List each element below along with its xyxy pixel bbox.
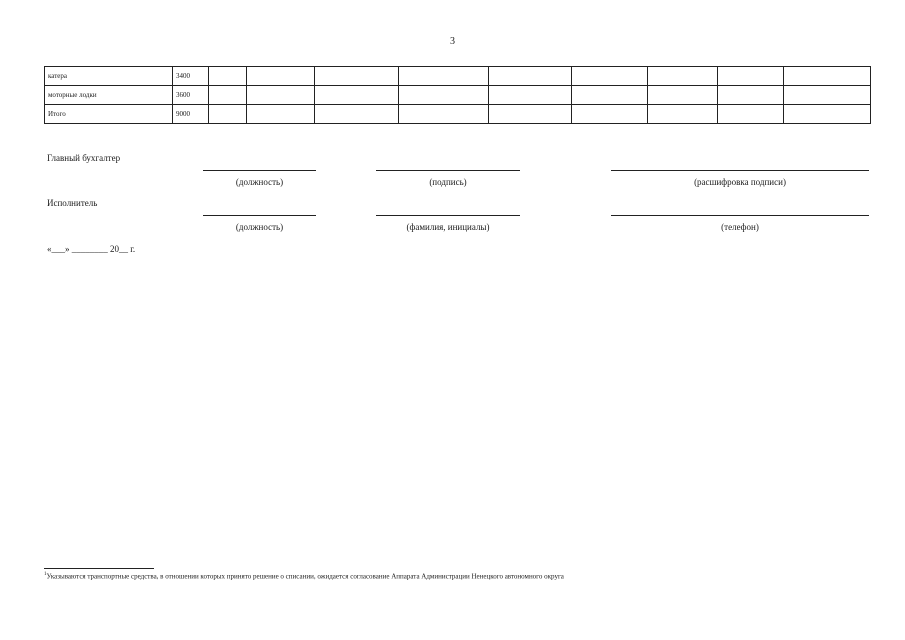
vehicle-table bbox=[44, 66, 871, 124]
position-caption: (должность) bbox=[235, 177, 284, 187]
empty-cell bbox=[489, 86, 572, 105]
empty-cell bbox=[784, 105, 871, 124]
empty-cell bbox=[247, 105, 315, 124]
position-line bbox=[203, 170, 316, 171]
row-name-cell: катера bbox=[45, 67, 173, 86]
table-row bbox=[45, 86, 871, 105]
name-initials-caption: (фамилия, инициалы) bbox=[406, 222, 490, 232]
empty-cell bbox=[399, 67, 489, 86]
empty-cell bbox=[315, 67, 399, 86]
empty-cell bbox=[315, 86, 399, 105]
signature-decoding-line bbox=[611, 170, 869, 171]
table-row bbox=[45, 105, 871, 124]
position-caption: (должность) bbox=[235, 222, 284, 232]
empty-cell bbox=[718, 86, 784, 105]
table-row bbox=[45, 67, 871, 86]
empty-cell bbox=[399, 86, 489, 105]
signature-line bbox=[376, 170, 520, 171]
empty-cell bbox=[247, 86, 315, 105]
empty-cell bbox=[648, 105, 718, 124]
empty-cell bbox=[247, 67, 315, 86]
page-number: 3 bbox=[450, 36, 455, 47]
empty-cell bbox=[209, 105, 247, 124]
empty-cell bbox=[648, 86, 718, 105]
empty-cell bbox=[209, 86, 247, 105]
empty-cell bbox=[572, 86, 648, 105]
phone-caption: (телефон) bbox=[721, 222, 759, 232]
footnote-divider bbox=[44, 568, 154, 569]
empty-cell bbox=[209, 67, 247, 86]
executor-label: Исполнитель bbox=[47, 198, 98, 208]
row-code-cell: 3400 bbox=[173, 67, 209, 86]
empty-cell bbox=[718, 67, 784, 86]
footnote bbox=[44, 572, 564, 580]
footnote-mark: 1 bbox=[44, 572, 47, 577]
empty-cell bbox=[784, 67, 871, 86]
empty-cell bbox=[489, 105, 572, 124]
signature-caption: (подпись) bbox=[429, 177, 467, 187]
empty-cell bbox=[572, 67, 648, 86]
name-initials-line bbox=[376, 215, 520, 216]
empty-cell bbox=[572, 105, 648, 124]
row-code-cell: 9000 bbox=[173, 105, 209, 124]
empty-cell bbox=[315, 105, 399, 124]
row-code-cell: 3600 bbox=[173, 86, 209, 105]
date-line: «___» ________ 20__ г. bbox=[47, 244, 136, 254]
chief-accountant-label: Главный бухгалтер bbox=[47, 153, 121, 163]
phone-line bbox=[611, 215, 869, 216]
footnote-text: Указываются транспортные средства, в отношении которых принято решение о списании, ожидается согласование Аппарата Администрации Ненецкого автономного округа bbox=[46, 572, 564, 581]
signature-decoding-caption: (расшифровка подписи) bbox=[694, 177, 786, 187]
empty-cell bbox=[489, 67, 572, 86]
empty-cell bbox=[718, 105, 784, 124]
empty-cell bbox=[648, 67, 718, 86]
row-name-cell: Итого bbox=[45, 105, 173, 124]
row-name-cell: моторные лодки bbox=[45, 86, 173, 105]
empty-cell bbox=[399, 105, 489, 124]
empty-cell bbox=[784, 86, 871, 105]
position-line bbox=[203, 215, 316, 216]
